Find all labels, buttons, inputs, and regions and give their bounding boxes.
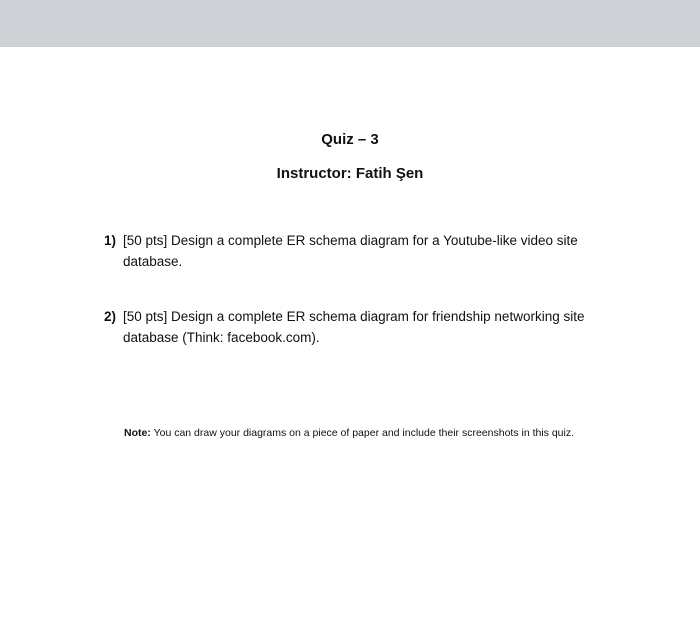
question-text: [50 pts] Design a complete ER schema diagram for a Youtube-like video site database. <box>123 233 578 269</box>
quiz-note <box>124 427 664 439</box>
quiz-title: Quiz – 3 <box>321 131 379 148</box>
question-number: 2) <box>104 309 117 324</box>
question-text: [50 pts] Design a complete ER schema diagram for friendship networking site database (Think: facebook.com). <box>123 309 585 345</box>
question-item <box>104 306 624 348</box>
note-text: You can draw your diagrams on a piece of paper and include their screenshots in this quiz. <box>150 427 575 439</box>
document-page <box>0 47 700 634</box>
question-number: 1) <box>104 233 117 248</box>
question-item <box>104 230 624 272</box>
top-toolbar-bar <box>0 0 700 47</box>
instructor-line: Instructor: Fatih Şen <box>276 165 424 182</box>
note-label: Note: <box>124 427 151 439</box>
